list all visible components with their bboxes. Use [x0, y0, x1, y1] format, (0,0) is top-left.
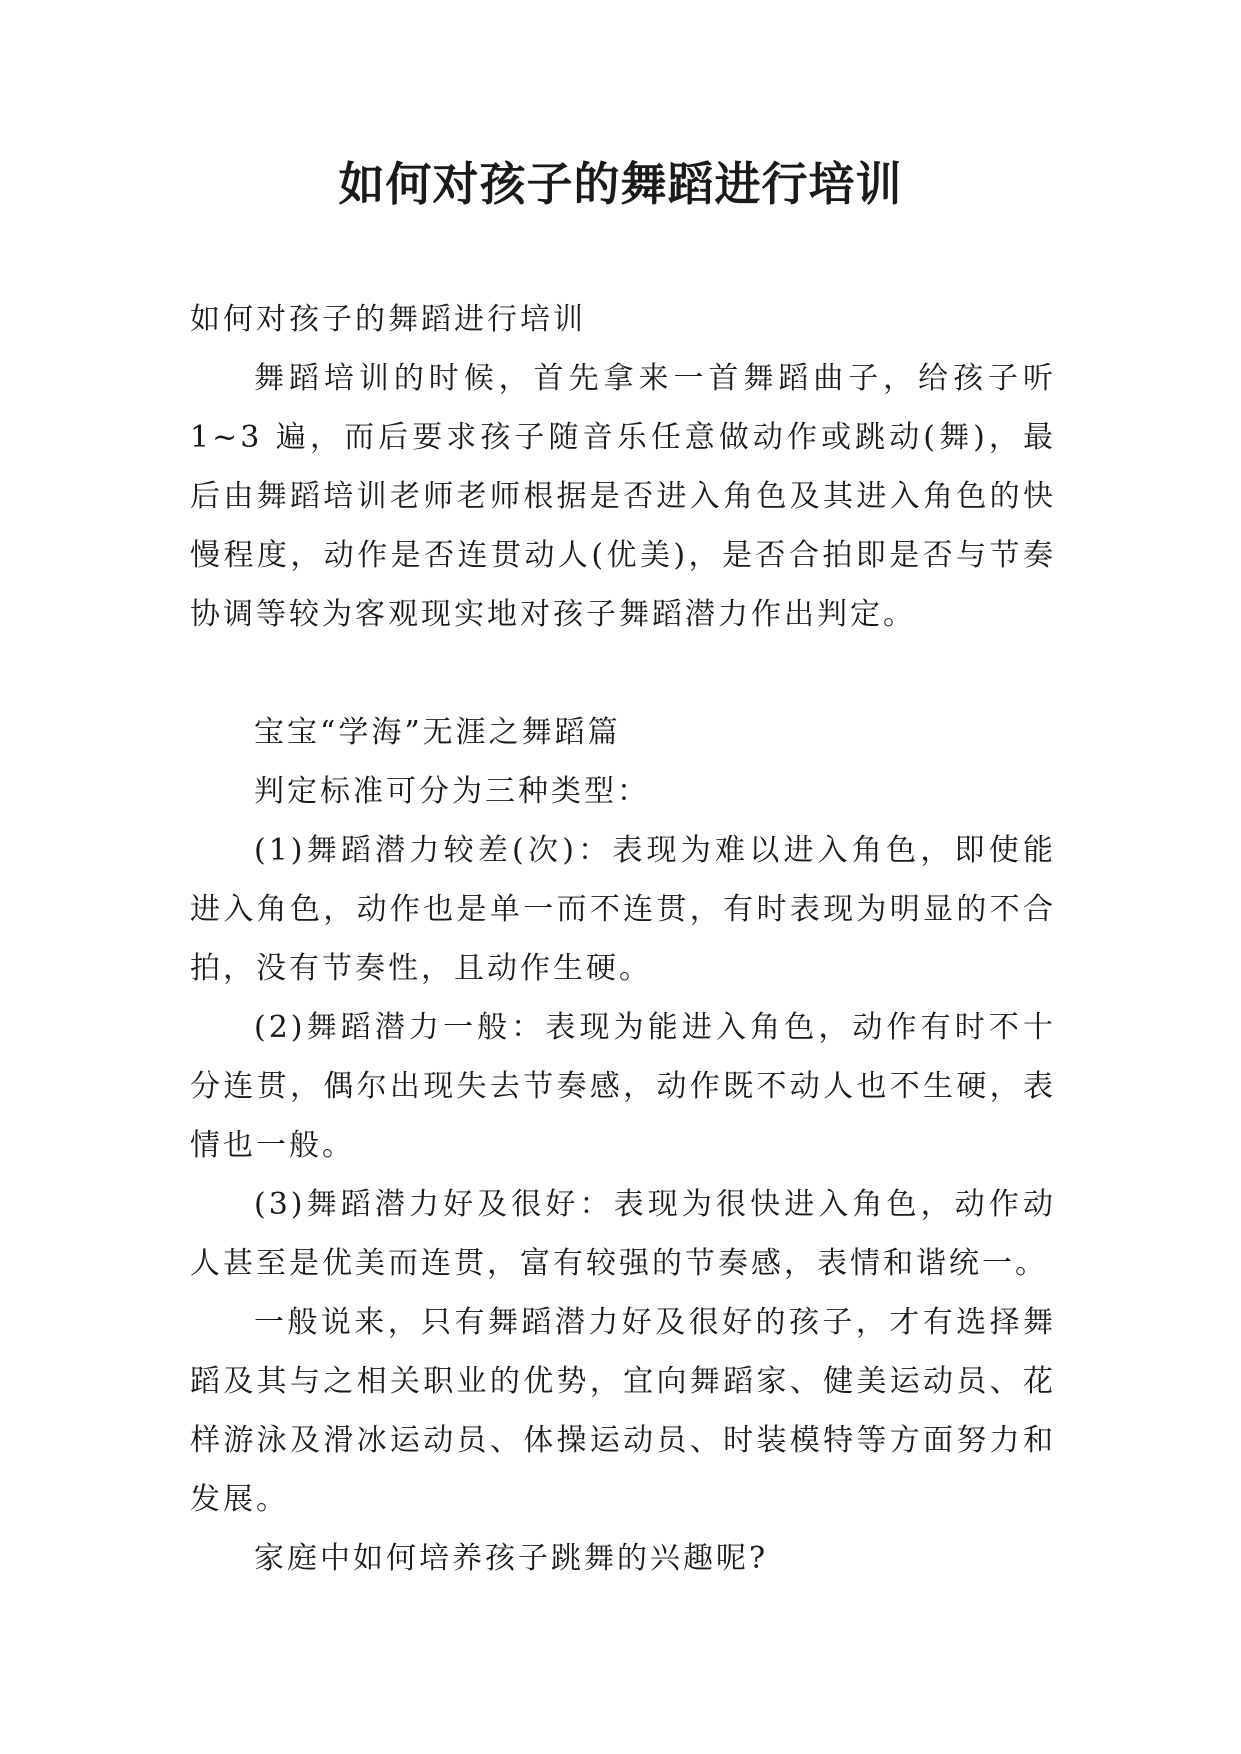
paragraph-intro: 舞蹈培训的时候，首先拿来一首舞蹈曲子，给孩子听 1~3 遍，而后要求孩子随音乐任意做动作或跳动(舞)，最后由舞蹈培训老师老师根据是否进入角色及其进入角色的快慢程度，动作是否连贯动人(优美)，是否合拍即是否与节奏协调等较为客观现实地对孩子舞蹈潜力作出判定。	[190, 361, 1056, 632]
paragraph-criteria: 判定标准可分为三种类型：	[254, 774, 650, 809]
paragraph-section-title: 宝宝“学海”无涯之舞蹈篇	[254, 715, 621, 750]
paragraph-question: 家庭中如何培养孩子跳舞的兴趣呢?	[254, 1541, 769, 1576]
document-body	[190, 290, 1056, 1588]
paragraph-type-2: (2)舞蹈潜力一般：表现为能进入角色，动作有时不十分连贯，偶尔出现失去节奏感，动作既不动人也不生硬，表情也一般。	[190, 1010, 1056, 1163]
paragraph-type-1: (1)舞蹈潜力较差(次)：表现为难以进入角色，即使能进入角色，动作也是单一而不连贯，有时表现为明显的不合拍，没有节奏性，且动作生硬。	[190, 833, 1056, 986]
document-title: 如何对孩子的舞蹈进行培训	[338, 157, 903, 211]
paragraph-type-3: (3)舞蹈潜力好及很好：表现为很快进入角色，动作动人甚至是优美而连贯，富有较强的节奏感，表情和谐统一。	[190, 1187, 1056, 1281]
paragraph-heading: 如何对孩子的舞蹈进行培训	[190, 302, 586, 337]
paragraph-conclusion: 一般说来，只有舞蹈潜力好及很好的孩子，才有选择舞蹈及其与之相关职业的优势，宜向舞蹈家、健美运动员、花样游泳及滑冰运动员、体操运动员、时装模特等方面努力和发展。	[190, 1305, 1056, 1517]
